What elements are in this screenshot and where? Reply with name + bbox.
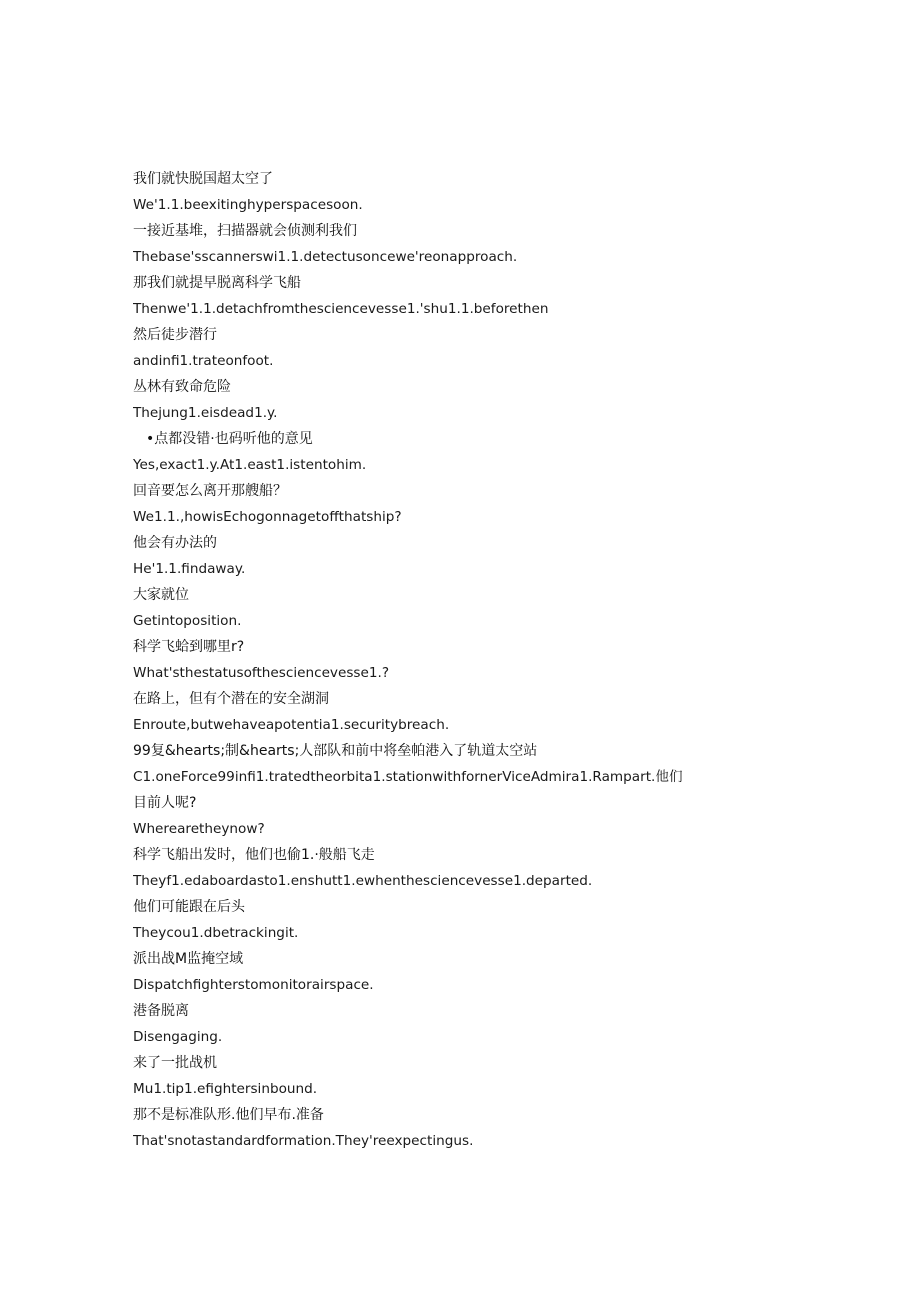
line-zh: 派出战M监掩空域 bbox=[133, 951, 244, 967]
line-zh: 那不是标准队形.他们早布.准备 bbox=[133, 1107, 324, 1123]
line-en: Yes,exact1.y.At1.east1.istentohim. bbox=[133, 457, 367, 473]
line-en: Theycou1.dbetrackingit. bbox=[133, 925, 299, 941]
subtitle-lines bbox=[133, 166, 893, 1154]
line-zh: 然后徒步潜行 bbox=[133, 327, 217, 343]
line-en: Enroute,butwehaveapotentia1.securitybreach. bbox=[133, 717, 450, 733]
line-en: Mu1.tip1.efightersinbound. bbox=[133, 1081, 318, 1097]
line-zh: 我们就快脱国超太空了 bbox=[133, 171, 273, 187]
line-en: Getintoposition. bbox=[133, 613, 242, 629]
line-zh: 回音要怎么离开那艘船？ bbox=[133, 483, 287, 499]
line-zh: 大家就位 bbox=[133, 587, 189, 603]
line-en: C1.oneForce99infi1.tratedtheorbita1.stationwithfo﻿rnerViceAdmira1.Rampart.他们 bbox=[133, 769, 683, 785]
line-zh: 来了一批战机 bbox=[133, 1055, 217, 1071]
line-en: We1.1.,howisEchogonnagetoffthatship? bbox=[133, 509, 402, 525]
line-zh: 一接近基堆，扫描器就会侦测利我们 bbox=[133, 223, 357, 239]
line-en: Disengaging. bbox=[133, 1029, 223, 1045]
line-en: Dispatchfighterstomonitorairspace. bbox=[133, 977, 374, 993]
line-zh: 港备脱离 bbox=[133, 1003, 189, 1019]
line-zh: 科学飞蛤到哪里r? bbox=[133, 639, 245, 655]
line-zh: 那我们就提早脱离科学飞船 bbox=[133, 275, 301, 291]
line-zh: 目前人呢? bbox=[133, 795, 197, 811]
line-en: Wherearetheynow? bbox=[133, 821, 265, 837]
line-zh: 丛林有致命危险 bbox=[133, 379, 231, 395]
line-en: andinfi1.trateonfoot. bbox=[133, 353, 274, 369]
line-zh: •点都没错·也码听他的意见 bbox=[146, 431, 313, 447]
line-zh: 科学飞船出发时，他们也偷1.·般船飞走 bbox=[133, 847, 375, 863]
line-en: That'snotastandardformation.They'reexpectingus. bbox=[133, 1133, 474, 1149]
line-en: What'sthestatusofthesciencevesse1.? bbox=[133, 665, 390, 681]
line-zh: 99复&hearts;制&hearts;人部队和前中将垒帕港入了轨道太空站 bbox=[133, 743, 538, 759]
line-en: Theyf1.edaboardasto1.enshutt1.ewhenthesciencevesse1.departed. bbox=[133, 873, 593, 889]
line-en: He'1.1.findaway. bbox=[133, 561, 246, 577]
line-zh: 他会有办法的 bbox=[133, 535, 217, 551]
line-en: Thebase'sscannerswi1.1.detectusoncewe'reonapproach. bbox=[133, 249, 518, 265]
line-en: Thenwe'1.1.detachfromthesciencevesse1.'shu1.1.beforethen bbox=[133, 301, 549, 317]
line-zh: 他们可能跟在后头 bbox=[133, 899, 245, 915]
line-en: Thejung1.eisdead1.y. bbox=[133, 405, 278, 421]
line-en: We'1.1.beexitinghyperspacesoon. bbox=[133, 197, 363, 213]
line-zh: 在路上，但有个潜在的安全湖洞 bbox=[133, 691, 329, 707]
